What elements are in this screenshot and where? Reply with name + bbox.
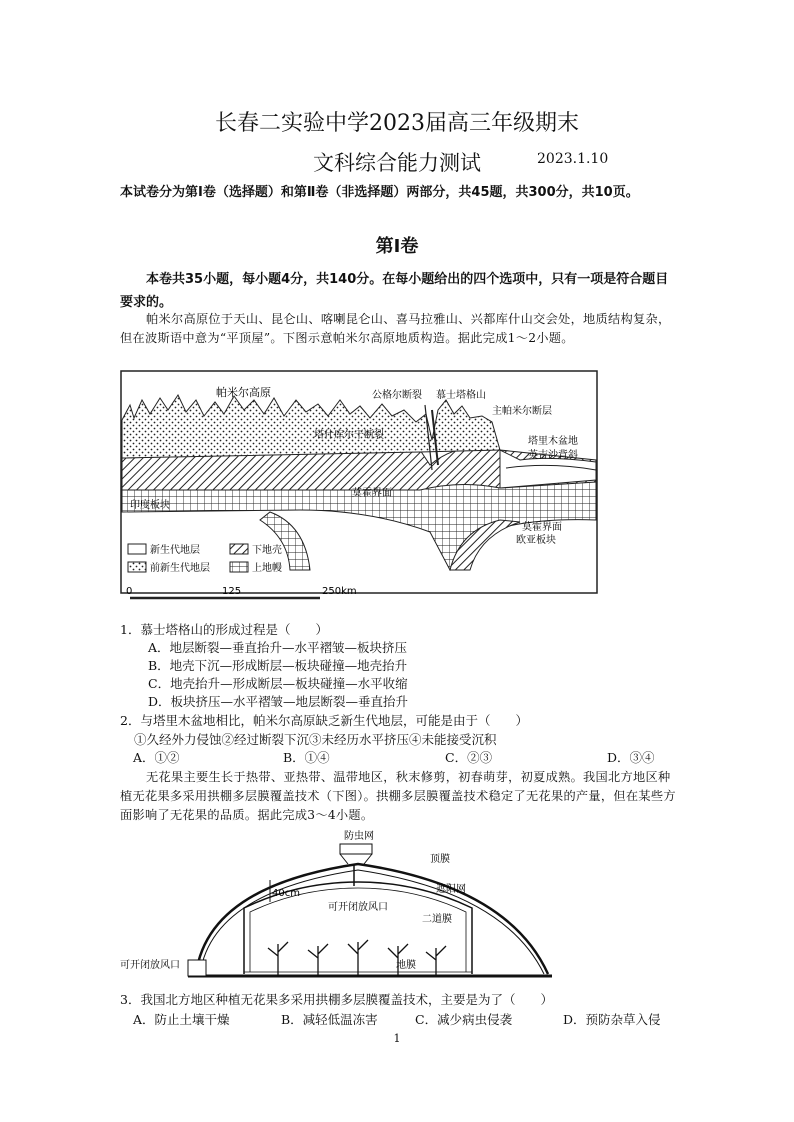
q2-option-b: B．①④ [283, 750, 330, 765]
q2-option-d: D．③④ [607, 750, 655, 765]
q1-option-d: D．板块挤压—水平褶皱—地层断裂—垂直抬升 [148, 694, 409, 709]
q3-option-b: B．减轻低温冻害 [281, 1012, 378, 1027]
exam-date: 2023.1.10 [537, 151, 609, 167]
q1-stem: 1．慕士塔格山的形成过程是（ ） [120, 622, 328, 637]
q2-items: ①久经外力侵蚀②经过断裂下沉③未经历水平挤压④未能接受沉积 [134, 732, 497, 747]
label-india-plate: 印度板块 [130, 500, 170, 511]
exam-intro: 本试卷分为第Ⅰ卷（选择题）和第Ⅱ卷（非选择题）两部分，共45题，共300分，共10页。 [120, 185, 639, 200]
legend-pre-cenozoic: 前新生代地层 [150, 563, 210, 574]
q1-option-a: A．地层断裂—垂直抬升—水平褶皱—板块挤压 [148, 640, 408, 655]
label-moho-2: 莫霍界面 [522, 522, 562, 533]
q2-stem: 2．与塔里木盆地相比，帕米尔高原缺乏新生代地层，可能是由于（ ） [120, 713, 528, 728]
exam-title-line1: 长春二实验中学2023届高三年级期末 [215, 111, 579, 136]
q3-stem: 3．我国北方地区种植无花果多采用拱棚多层膜覆盖技术，主要是为了（ ） [120, 992, 553, 1007]
section-rule: 本卷共35小题，每小题4分，共140分。在每小题给出的四个选项中，只有一项是符合题目要求的。 [120, 272, 669, 310]
q3-option-a: A．防止土壤干燥 [133, 1012, 230, 1027]
scale-0: 0 [126, 586, 133, 597]
label-top-film: 顶膜 [430, 854, 450, 865]
q3-option-c: C．减少病虫侵袭 [415, 1012, 513, 1027]
passage-2: 无花果主要生长于热带、亚热带、温带地区，秋末修剪，初春萌芽，初夏成熟。我国北方地区种植无花果多采用拱棚多层膜覆盖技术（下图）。拱棚多层膜覆盖技术稳定了无花果的产量，但在某些方面影响了无花果的品质。据此完成3～4小题。 [120, 770, 676, 822]
label-pamir: 帕米尔高原 [216, 386, 271, 399]
q1-option-b: B．地壳下沉—形成断层—板块碰撞—地壳抬升 [148, 658, 408, 673]
page-number: 1 [393, 1032, 401, 1045]
label-second-film: 二道膜 [422, 914, 452, 925]
section-title: 第Ⅰ卷 [375, 236, 419, 257]
q2-option-c: C．②③ [445, 750, 493, 765]
label-tashkurgan-fault: 塔什库尔干断裂 [314, 430, 384, 441]
pamir-geology-figure [120, 370, 598, 610]
scale-125: 125 [222, 586, 242, 597]
q1-option-c: C．地壳抬升—形成断层—板块碰撞—水平收缩 [148, 676, 408, 691]
legend-cenozoic: 新生代地层 [150, 545, 200, 556]
exam-title-line2 [0, 147, 794, 177]
label-gap: 40cm [272, 888, 300, 899]
label-vent-outer: 可开闭放风口 [120, 960, 180, 971]
label-ground-film: 地膜 [396, 960, 416, 971]
label-yingjisha: 英吉沙背斜 [528, 450, 578, 461]
q2-option-a: A．①② [133, 750, 180, 765]
label-muztagh: 慕士塔格山 [436, 390, 486, 401]
label-moho-1: 莫霍界面 [352, 488, 392, 499]
exam-subtitle: 文科综合能力测试 [313, 151, 481, 175]
legend-upper-mantle: 上地幔 [252, 563, 282, 574]
label-eurasia-plate: 欧亚板块 [516, 535, 556, 546]
label-insect-net: 防虫网 [344, 831, 374, 842]
greenhouse-figure [118, 826, 558, 986]
passage-1: 帕米尔高原位于天山、昆仑山、喀喇昆仑山、喜马拉雅山、兴都库什山交会处，地质结构复杂，但在波斯语中意为“平顶屋”。下图示意帕米尔高原地质构造。据此完成1～2小题。 [120, 312, 671, 345]
scale-250km: 250km [322, 586, 357, 597]
label-main-pamir-fault: 主帕米尔断层 [492, 406, 552, 417]
legend-lower-crust: 下地壳 [252, 545, 282, 556]
label-shade-net: 遮阳网 [436, 884, 466, 895]
label-kongur-fault: 公格尔断裂 [372, 390, 422, 401]
label-tarim: 塔里木盆地 [528, 436, 578, 447]
label-vent-inner: 可开闭放风口 [328, 902, 388, 913]
q3-option-d: D．预防杂草入侵 [563, 1012, 661, 1027]
